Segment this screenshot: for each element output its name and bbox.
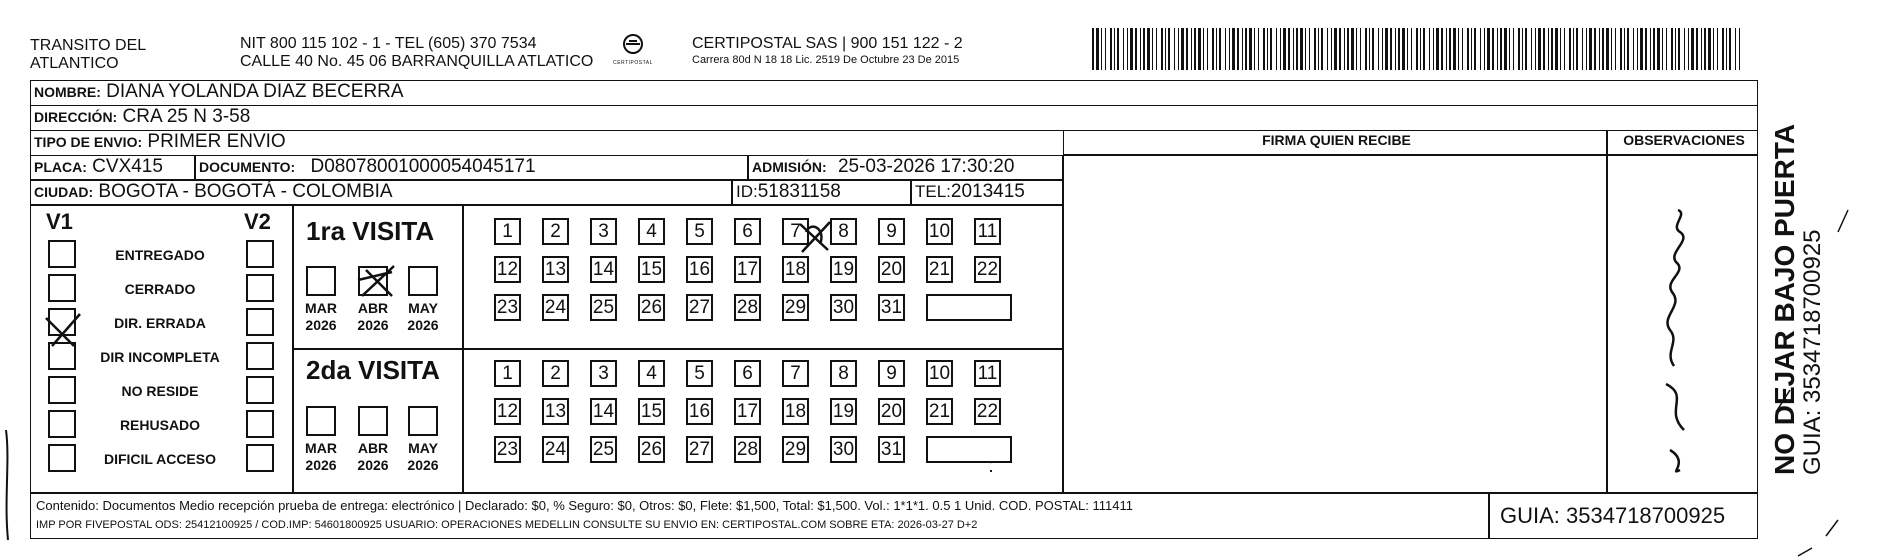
month-name: MAR: [305, 440, 337, 456]
month-year: 2026: [357, 317, 389, 333]
month-name: ABR: [357, 440, 389, 456]
admision-value: 25-03-2026 17:30:20: [837, 156, 1015, 177]
license-line: Carrera 80d N 18 18 Lic. 2519 De Octubre 23 De 2015: [692, 54, 960, 66]
placa-label: PLACA:: [34, 159, 87, 175]
day-box: 20: [878, 398, 905, 425]
day-box: 6: [734, 218, 761, 245]
sender-line-2: ATLANTICO: [30, 55, 119, 72]
day-box: 16: [686, 256, 713, 283]
day-box: 10: [926, 360, 953, 387]
day-box: 9: [878, 360, 905, 387]
day-box: 1: [494, 218, 521, 245]
v1-label: V1: [46, 209, 73, 234]
status-label: ENTREGADO: [115, 247, 205, 263]
ciudad-label: CIUDAD:: [34, 184, 94, 200]
admision-label: ADMISIÓN:: [752, 159, 827, 175]
sender-line-1: TRANSITO DEL: [30, 37, 147, 54]
status-label: NO RESIDE: [121, 383, 199, 399]
day-box: 23: [494, 436, 521, 463]
day-box: 29: [782, 294, 809, 321]
day-box: 12: [494, 256, 521, 283]
day-box: 3: [590, 218, 617, 245]
day-box: 30: [830, 436, 857, 463]
day-box: 11: [974, 360, 1001, 387]
id-value: 51831158: [757, 181, 841, 202]
status-label: DIR. ERRADA: [114, 315, 206, 331]
logo-text: CERTIPOSTAL: [613, 60, 653, 66]
day-box: 22: [974, 256, 1001, 283]
day-box: 28: [734, 294, 761, 321]
day-box: 23: [494, 294, 521, 321]
day-box: 15: [638, 398, 665, 425]
day-box: 15: [638, 256, 665, 283]
day-box: 31: [878, 436, 905, 463]
day-box: 21: [926, 398, 953, 425]
month-name: MAY: [408, 300, 438, 316]
day-box: 24: [542, 294, 569, 321]
day-box: 6: [734, 360, 761, 387]
v2-label: V2: [244, 209, 271, 234]
day-box: 27: [686, 294, 713, 321]
edge-strokes: [1776, 210, 1848, 556]
nombre-value: DIANA YOLANDA DIAZ BECERRA: [106, 81, 404, 102]
day-box: 25: [590, 294, 617, 321]
month-name: MAR: [305, 300, 337, 316]
day-box: 8: [830, 218, 857, 245]
day-box: 17: [734, 256, 761, 283]
direccion-value: CRA 25 N 3-58: [122, 106, 251, 127]
day-box: 8: [830, 360, 857, 387]
day-box: 9: [878, 218, 905, 245]
first-visit-title: 1ra VISITA: [306, 216, 435, 246]
month-year: 2026: [407, 457, 439, 473]
documento-value: D08078001000054045171: [310, 156, 536, 177]
status-label: DIR INCOMPLETA: [100, 349, 220, 365]
footer-guia: GUIA: 3534718700925: [1500, 503, 1726, 528]
day-box: 7: [782, 360, 809, 387]
day-box: 26: [638, 436, 665, 463]
address-line: CALLE 40 No. 45 06 BARRANQUILLA ATLATICO: [240, 53, 594, 70]
left-edge-line: [6, 430, 8, 540]
tel-label: TEL:: [915, 182, 951, 201]
day-box: 20: [878, 256, 905, 283]
documento-label: DOCUMENTO:: [199, 159, 296, 175]
day-box: 30: [830, 294, 857, 321]
tipo-label: TIPO DE ENVIO:: [34, 134, 143, 150]
day-box: 29: [782, 436, 809, 463]
status-label: REHUSADO: [119, 417, 201, 433]
second-visit-title: 2da VISITA: [306, 355, 440, 385]
day-box: 28: [734, 436, 761, 463]
day-box: 18: [782, 256, 809, 283]
day-box: 11: [974, 218, 1001, 245]
footer-line-2: IMP POR FIVEPOSTAL ODS: 25412100925 / COD.IMP: 54601800925 USUARIO: OPERACIONES MEDELLIN CONSULTE SU ENVIO EN: CERTIPOSTAL.COM SOBRE ETA: 2026-03-27 D+2: [36, 519, 978, 531]
observaciones-header: OBSERVACIONES: [1607, 130, 1758, 155]
month-name: MAY: [408, 440, 438, 456]
placa-value: CVX415: [92, 156, 163, 177]
direccion-label: DIRECCIÓN:: [34, 109, 118, 125]
day-box: 10: [926, 218, 953, 245]
nombre-label: NOMBRE:: [34, 84, 101, 100]
status-label: DIFICIL ACCESO: [103, 451, 216, 467]
day-box: 2: [542, 360, 569, 387]
month-year: 2026: [407, 317, 439, 333]
day-box: 22: [974, 398, 1001, 425]
day-box: 1: [494, 360, 521, 387]
firma-header: FIRMA QUIEN RECIBE: [1063, 130, 1607, 155]
signature-scribble: [1666, 210, 1684, 471]
day-box: 5: [686, 218, 713, 245]
x-mark-day-7: [800, 222, 830, 252]
day-box: 13: [542, 398, 569, 425]
x-mark-dir-errada: [46, 314, 80, 346]
day-box: 12: [494, 398, 521, 425]
side-title: NO DEJAR BAJO PUERTA: [1769, 123, 1800, 475]
day-box: 17: [734, 398, 761, 425]
day-box: 13: [542, 256, 569, 283]
day-box: 19: [830, 398, 857, 425]
day-box: 24: [542, 436, 569, 463]
day-box: 2: [542, 218, 569, 245]
month-year: 2026: [305, 457, 337, 473]
month-year: 2026: [357, 457, 389, 473]
day-box: 14: [590, 398, 617, 425]
tel-value: 2013415: [950, 181, 1025, 202]
status-label: CERRADO: [124, 281, 196, 297]
second-visit-time-sep: :: [988, 455, 994, 477]
day-box: 14: [590, 256, 617, 283]
month-name: ABR: [357, 300, 389, 316]
side-guia: GUIA: 3534718700925: [1799, 229, 1826, 475]
day-box: 4: [638, 360, 665, 387]
company-line: CERTIPOSTAL SAS | 900 151 122 - 2: [692, 35, 963, 52]
day-box: 18: [782, 398, 809, 425]
footer-line-1: Contenido: Documentos Medio recepción prueba de entrega: electrónico | Declarado: $0, % Seguro: $0, Otros: $0, Flete: $1,500, Total: $1,500. Vol.: 1*1*1. 0.5 1 Unid. COD. POSTAL: 111411: [36, 498, 1133, 513]
day-box: 26: [638, 294, 665, 321]
tipo-value: PRIMER ENVIO: [147, 131, 286, 152]
day-box: 21: [926, 256, 953, 283]
day-box: 25: [590, 436, 617, 463]
month-year: 2026: [305, 317, 337, 333]
day-box: 4: [638, 218, 665, 245]
day-box: 19: [830, 256, 857, 283]
day-box: 7: [782, 218, 809, 245]
ciudad-value: BOGOTA - BOGOTÁ - COLOMBIA: [98, 181, 393, 202]
day-box: 3: [590, 360, 617, 387]
day-box: 27: [686, 436, 713, 463]
day-box: 16: [686, 398, 713, 425]
nit-line: NIT 800 115 102 - 1 - TEL (605) 370 7534: [240, 35, 537, 52]
day-box: 31: [878, 294, 905, 321]
id-label: ID:: [736, 182, 758, 201]
x-mark-abr: [358, 266, 394, 296]
day-box: 5: [686, 360, 713, 387]
